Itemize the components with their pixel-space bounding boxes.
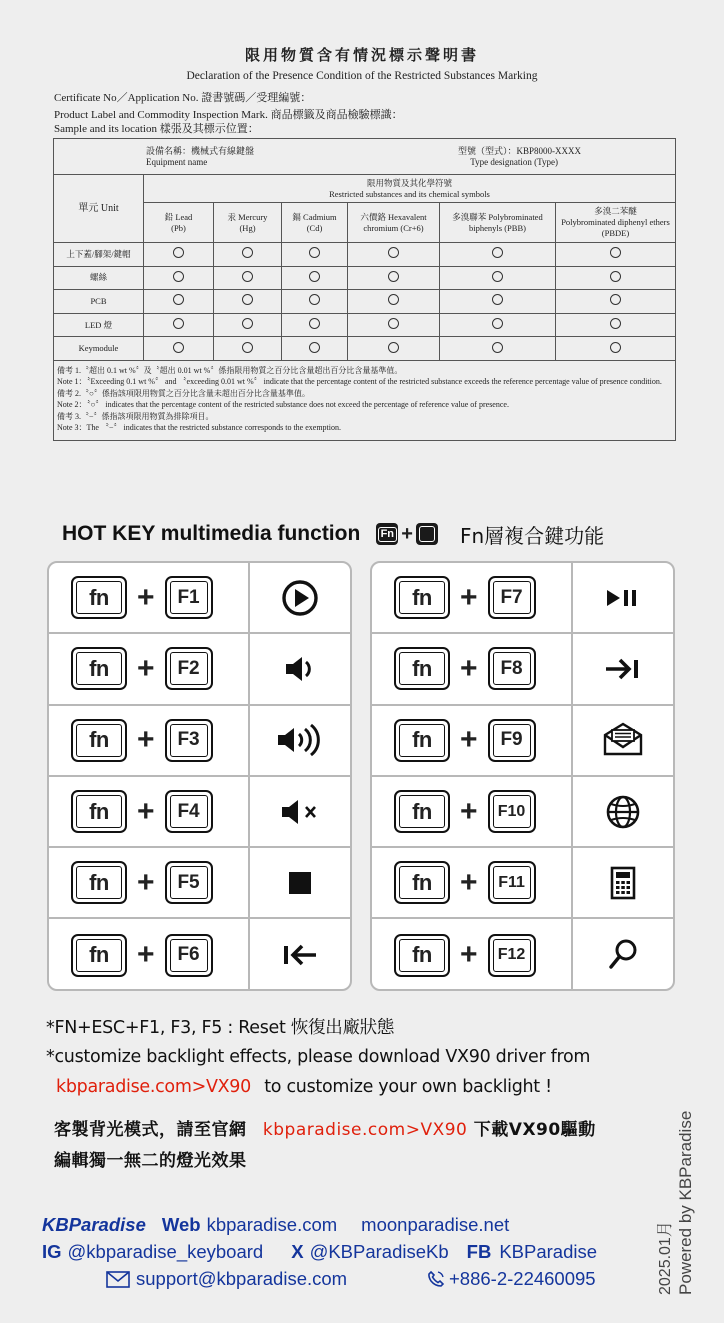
function-keycap xyxy=(165,719,213,762)
presence-cell xyxy=(556,266,676,290)
circle-mark-icon xyxy=(309,294,320,305)
fn-keycap xyxy=(71,719,127,762)
fn-keycap xyxy=(394,576,450,619)
declaration-subtitle: Declaration of the Presence Condition of the Restricted Substances Marking xyxy=(186,70,538,82)
presence-cell xyxy=(144,290,214,314)
hotkey-row-f3 xyxy=(49,706,350,777)
presence-cell xyxy=(144,266,214,290)
function-keycap-label: F5 xyxy=(170,866,208,899)
fn-keycap xyxy=(394,719,450,762)
substance-header-3 xyxy=(348,203,440,243)
hotkey-row-f12 xyxy=(372,919,673,990)
key-combo xyxy=(49,848,250,917)
contact-email-row xyxy=(106,1268,347,1290)
unit-name: 螺絲 xyxy=(54,266,144,290)
hotkey-row-f6 xyxy=(49,919,350,990)
cn-instruction-2: 編輯獨一無二的燈光效果 xyxy=(54,1151,247,1171)
circle-mark-icon xyxy=(242,294,253,305)
plus-sign: + xyxy=(460,865,478,899)
presence-cell xyxy=(556,337,676,361)
circle-mark-icon xyxy=(242,318,253,329)
stop-icon xyxy=(250,848,350,917)
print-date: 2025.01月 xyxy=(657,1221,674,1295)
plus-sign: + xyxy=(137,723,155,757)
fn-keycap xyxy=(394,647,450,690)
key-combo xyxy=(372,706,573,775)
circle-mark-icon xyxy=(242,247,253,258)
hotkey-row-f8 xyxy=(372,634,673,705)
contact-social-row xyxy=(42,1241,597,1263)
plus-sign: + xyxy=(460,651,478,685)
circle-mark-icon xyxy=(173,294,184,305)
plus-sign: + xyxy=(460,938,478,972)
substance-header-0 xyxy=(144,203,214,243)
key-combo xyxy=(372,777,573,846)
fn-keycap-label: fn xyxy=(76,939,122,972)
note-3-en: Note 3：The 〝−〞 indicates that the restricted substance corresponds to the exemption. xyxy=(57,423,341,433)
presence-cell xyxy=(214,337,282,361)
blank-key-badge xyxy=(416,523,438,545)
cn-instruction-1 xyxy=(54,1115,596,1140)
key-combo xyxy=(49,777,250,846)
equipment-row xyxy=(54,139,676,175)
x-label: X xyxy=(291,1241,304,1262)
circle-mark-icon xyxy=(388,247,399,258)
function-keycap xyxy=(488,861,536,904)
presence-cell xyxy=(282,337,348,361)
plus-sign: + xyxy=(137,938,155,972)
circle-mark-icon xyxy=(173,247,184,258)
presence-cell xyxy=(282,290,348,314)
presence-cell xyxy=(440,243,556,267)
presence-cell xyxy=(440,313,556,337)
presence-cell xyxy=(214,243,282,267)
circle-mark-icon xyxy=(309,271,320,282)
fn-keycap-label: fn xyxy=(76,795,122,828)
plus-sign: + xyxy=(401,522,413,545)
substance-header-1 xyxy=(214,203,282,243)
fn-keycap xyxy=(71,790,127,833)
function-keycap-label: F4 xyxy=(170,795,208,828)
vx90-link-cn[interactable]: kbparadise.com>VX90 xyxy=(262,1120,468,1140)
fn-keycap-label: fn xyxy=(399,866,445,899)
presence-cell xyxy=(440,290,556,314)
function-keycap-label: F11 xyxy=(493,866,531,899)
substance-name: 鉛 Lead xyxy=(164,211,193,222)
circle-mark-icon xyxy=(492,294,503,305)
presence-cell xyxy=(440,337,556,361)
presence-cell xyxy=(214,290,282,314)
function-keycap-label: F7 xyxy=(493,581,531,614)
function-keycap-label: F12 xyxy=(493,939,531,972)
circle-mark-icon xyxy=(309,318,320,329)
ig-label: IG xyxy=(42,1241,62,1262)
play-pause-icon xyxy=(573,563,673,632)
function-keycap xyxy=(488,934,536,977)
fn-keycap-label: fn xyxy=(399,939,445,972)
substance-name: 多溴聯苯 Polybrominated xyxy=(452,211,543,222)
presence-cell xyxy=(144,243,214,267)
substance-symbol: Polybrominated diphenyl ethers (PBDE) xyxy=(561,217,670,238)
function-keycap-label: F8 xyxy=(493,652,531,685)
presence-cell xyxy=(348,266,440,290)
fn-keycap xyxy=(394,861,450,904)
key-combo xyxy=(49,706,250,775)
circle-mark-icon xyxy=(309,247,320,258)
circle-mark-icon xyxy=(492,342,503,353)
product-label-line: Product Label and Commodity Inspection Mark. 商品標籤及商品檢驗標識： xyxy=(54,109,403,121)
key-combo xyxy=(49,919,250,990)
presence-cell xyxy=(348,243,440,267)
fn-keycap xyxy=(394,934,450,977)
circle-mark-icon xyxy=(610,247,621,258)
fn-keycap xyxy=(71,576,127,619)
hotkey-row-f9 xyxy=(372,706,673,777)
circle-mark-icon xyxy=(173,318,184,329)
notes-cell xyxy=(54,360,676,440)
substance-header-4 xyxy=(440,203,556,243)
play-circle-icon xyxy=(250,563,350,632)
customize-instruction: *customize backlight effects, please download VX90 driver from xyxy=(46,1047,591,1067)
function-keycap-label: F2 xyxy=(170,652,208,685)
plus-sign: + xyxy=(137,865,155,899)
plus-sign: + xyxy=(137,651,155,685)
fn-keycap xyxy=(71,647,127,690)
globe-icon xyxy=(573,777,673,846)
key-combo xyxy=(372,848,573,917)
function-keycap xyxy=(165,647,213,690)
web-label: Web xyxy=(161,1214,201,1235)
function-keycap xyxy=(488,647,536,690)
unit-name: LED 燈 xyxy=(54,313,144,337)
web-link-1[interactable]: kbparadise.com xyxy=(206,1214,338,1235)
fn-keycap xyxy=(394,790,450,833)
function-keycap-label: F6 xyxy=(170,939,208,972)
hotkey-row-f5 xyxy=(49,848,350,919)
reset-instruction: *FN+ESC+F1, F3, F5 : Reset 恢復出廠狀態 xyxy=(46,1018,395,1038)
presence-cell xyxy=(144,337,214,361)
table-row xyxy=(54,337,676,361)
function-keycap xyxy=(165,934,213,977)
table-row xyxy=(54,290,676,314)
calculator-icon xyxy=(573,848,673,917)
presence-cell xyxy=(144,313,214,337)
circle-mark-icon xyxy=(492,271,503,282)
hotkey-row-f11 xyxy=(372,848,673,919)
presence-cell xyxy=(282,266,348,290)
support-phone[interactable]: +886-2-22460095 xyxy=(449,1268,596,1289)
presence-cell xyxy=(348,290,440,314)
fn-key-badge xyxy=(376,523,398,545)
circle-mark-icon xyxy=(610,294,621,305)
fn-keycap-label: fn xyxy=(76,724,122,757)
unit-name: PCB xyxy=(54,290,144,314)
brand-name: KBParadise xyxy=(42,1214,146,1235)
circle-mark-icon xyxy=(173,271,184,282)
plus-sign: + xyxy=(460,580,478,614)
fn-keycap-label: fn xyxy=(399,795,445,828)
customize-line-2 xyxy=(56,1077,552,1097)
presence-cell xyxy=(440,266,556,290)
fn-keycap-label: fn xyxy=(76,866,122,899)
circle-mark-icon xyxy=(388,294,399,305)
substance-name: 汞 Mercury xyxy=(227,211,268,222)
presence-cell xyxy=(348,313,440,337)
circle-mark-icon xyxy=(388,342,399,353)
presence-cell xyxy=(556,290,676,314)
function-keycap xyxy=(165,861,213,904)
presence-cell xyxy=(282,243,348,267)
substance-name: 鎘 Cadmium xyxy=(292,211,337,222)
circle-mark-icon xyxy=(492,247,503,258)
fn-keycap-label: fn xyxy=(76,652,122,685)
presence-cell xyxy=(214,266,282,290)
presence-cell xyxy=(348,337,440,361)
fn-keycap-label: fn xyxy=(399,724,445,757)
hotkey-row-f10 xyxy=(372,777,673,848)
restricted-header-en: Restricted substances and its chemical symbols xyxy=(329,188,490,199)
circle-mark-icon xyxy=(610,318,621,329)
web-link-2[interactable]: moonparadise.net xyxy=(361,1214,510,1235)
substance-symbol: chromium (Cr+6) xyxy=(363,222,424,233)
note-2-en: Note 2：〝○〞 indicates that the percentage content of the restricted substance does not exceed the percentage of reference value of presence. xyxy=(57,400,509,410)
circle-mark-icon xyxy=(492,318,503,329)
presence-cell xyxy=(556,313,676,337)
mail-icon xyxy=(106,1271,130,1288)
note-2-cn: 備考 2.〝○〞係指該項限用物質之百分比含量未超出百分比含量基準值。 xyxy=(57,388,310,398)
hotkey-row-f7 xyxy=(372,563,673,634)
presence-cell xyxy=(556,243,676,267)
circle-mark-icon xyxy=(388,271,399,282)
plus-sign: + xyxy=(137,794,155,828)
fn-badge-label: Fn xyxy=(378,527,397,542)
plus-sign: + xyxy=(460,794,478,828)
type-designation: 型號（型式）：KBP8000-XXXX xyxy=(457,145,581,156)
function-keycap xyxy=(488,719,536,762)
next-track-icon xyxy=(573,634,673,703)
cn-instruction-1a: 客製背光模式，請至官網 xyxy=(54,1120,247,1140)
cn-instruction-1b: 下載VX90驅動 xyxy=(473,1120,596,1140)
restricted-header-cn: 限用物質及其化學符號 xyxy=(366,177,452,188)
hotkey-row-f4 xyxy=(49,777,350,848)
function-keycap-label: F3 xyxy=(170,724,208,757)
key-combo xyxy=(372,919,573,990)
volume-down-icon xyxy=(250,634,350,703)
note-3-cn: 備考 3.〝−〞係指該項限用物質為排除項目。 xyxy=(57,411,214,421)
note-1-en: Note 1：〝Exceeding 0.1 wt %〞 and 〝exceeding 0.01 wt %〞 indicate that the percentage content of the restricted substance exceeds the reference percentage value of presence condition. xyxy=(57,377,662,387)
hotkey-title: HOT KEY multimedia function xyxy=(62,522,361,545)
table-row xyxy=(54,243,676,267)
customize-tail: to customize your own backlight ! xyxy=(264,1077,552,1097)
substance-symbol: (Pb) xyxy=(171,222,186,233)
table-row xyxy=(54,266,676,290)
function-keycap xyxy=(488,576,536,619)
function-keycap xyxy=(165,576,213,619)
equipment-name: 設備名稱：機械式有線鍵盤 xyxy=(146,145,255,156)
fn-keycap-label: fn xyxy=(399,652,445,685)
circle-mark-icon xyxy=(173,342,184,353)
volume-up-icon xyxy=(250,706,350,775)
hotkey-title-cn: Fn層複合鍵功能 xyxy=(459,523,605,548)
contact-web-row xyxy=(42,1214,509,1236)
note-1-cn: 備考 1.〝超出 0.1 wt %〞及〝超出 0.01 wt %〞係指限用物質之百分比含量超出百分比含量基準值。 xyxy=(57,365,403,375)
function-keycap-label: F1 xyxy=(170,581,208,614)
substance-symbol: (Hg) xyxy=(239,222,256,233)
vx90-link[interactable]: kbparadise.com>VX90 xyxy=(56,1077,251,1097)
substance-header-5 xyxy=(556,203,676,243)
function-keycap-label: F9 xyxy=(493,724,531,757)
unit-header: 單元 Unit xyxy=(54,175,144,243)
fb-handle[interactable]: KBParadise xyxy=(499,1241,598,1262)
circle-mark-icon xyxy=(309,342,320,353)
fb-label: FB xyxy=(466,1241,492,1262)
circle-mark-icon xyxy=(610,271,621,282)
powered-by: Powered by KBParadise xyxy=(676,1110,695,1295)
hotkey-header xyxy=(62,517,604,551)
fn-keycap xyxy=(71,861,127,904)
restricted-header xyxy=(144,175,676,203)
hotkey-row-f1 xyxy=(49,563,350,634)
restricted-substances-table xyxy=(53,138,676,441)
circle-mark-icon xyxy=(388,318,399,329)
mute-icon xyxy=(250,777,350,846)
fn-keycap-label: fn xyxy=(399,581,445,614)
contact-phone-row xyxy=(427,1268,596,1290)
phone-icon xyxy=(427,1270,445,1288)
presence-cell xyxy=(214,313,282,337)
hotkey-row-f2 xyxy=(49,634,350,705)
certificate-line: Certificate No／Application No. 證書號碼／受理編號： xyxy=(54,92,312,104)
unit-name: 上下蓋/腳架/鍵帽 xyxy=(54,243,144,267)
sample-line: Sample and its location 樣張及其標示位置： xyxy=(54,123,259,135)
ig-handle[interactable]: @kbparadise_keyboard xyxy=(67,1241,264,1262)
function-keycap-label: F10 xyxy=(493,795,531,828)
search-icon xyxy=(573,919,673,990)
key-combo xyxy=(49,634,250,703)
circle-mark-icon xyxy=(610,342,621,353)
plus-sign: + xyxy=(460,723,478,757)
presence-cell xyxy=(282,313,348,337)
substance-header-2 xyxy=(282,203,348,243)
previous-track-icon xyxy=(250,919,350,990)
substance-symbol: biphenyls (PBB) xyxy=(469,222,526,233)
type-designation-en: Type designation (Type) xyxy=(470,156,558,167)
key-combo xyxy=(49,563,250,632)
substance-name: 六價鉻 Hexavalent xyxy=(360,211,427,222)
circle-mark-icon xyxy=(242,342,253,353)
key-combo xyxy=(372,563,573,632)
substance-symbol: (Cd) xyxy=(306,222,323,233)
declaration-title: 限用物質含有情況標示聲明書 xyxy=(244,46,479,64)
key-combo xyxy=(372,634,573,703)
plus-sign: + xyxy=(137,580,155,614)
hotkey-panel-left xyxy=(47,561,352,991)
substance-name: 多溴二苯醚 xyxy=(594,206,637,216)
hotkey-panel-right xyxy=(370,561,675,991)
x-handle[interactable]: @KBParadiseKb xyxy=(309,1241,449,1262)
equipment-name-en: Equipment name xyxy=(146,156,208,167)
unit-name: Keymodule xyxy=(54,337,144,361)
fn-keycap-label: fn xyxy=(76,581,122,614)
function-keycap xyxy=(165,790,213,833)
support-email[interactable]: support@kbparadise.com xyxy=(136,1268,348,1289)
table-row xyxy=(54,313,676,337)
mail-icon xyxy=(573,706,673,775)
function-keycap xyxy=(488,790,536,833)
fn-keycap xyxy=(71,934,127,977)
circle-mark-icon xyxy=(242,271,253,282)
